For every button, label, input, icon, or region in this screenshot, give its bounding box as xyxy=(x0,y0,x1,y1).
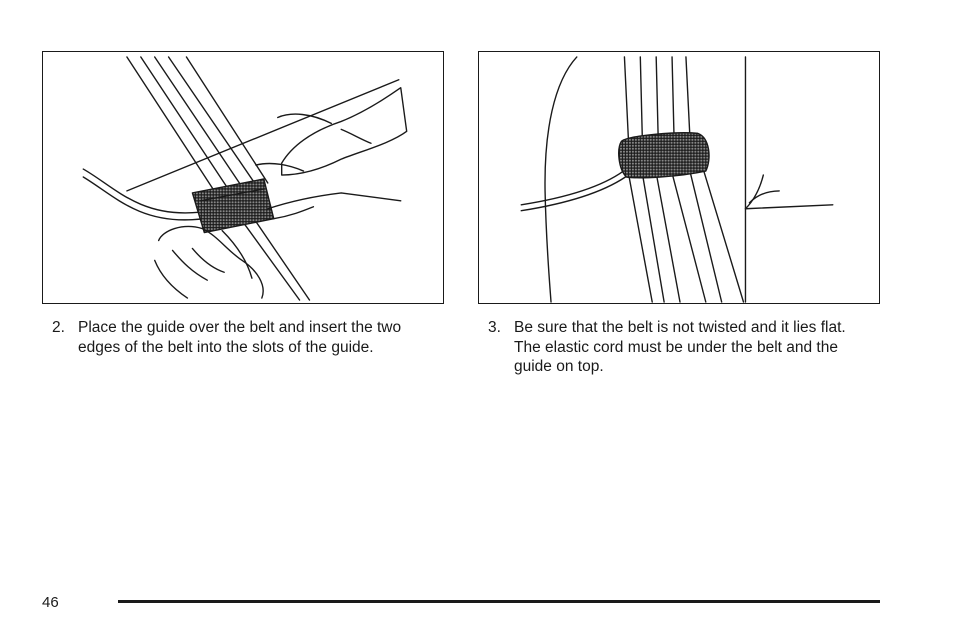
step-number: 2. xyxy=(52,319,65,336)
step-text: Be sure that the belt is not twisted and it lies flat. The elastic cord must be under the belt and the guide on top. xyxy=(514,319,846,375)
step-text: Place the guide over the belt and insert the two edges of the belt into the slots of the guide. xyxy=(78,319,402,356)
step-2-instruction xyxy=(52,318,432,357)
hands-placing-belt-guide-illustration xyxy=(43,52,443,303)
step-number: 3. xyxy=(488,319,501,336)
page-number: 46 xyxy=(42,594,59,611)
figure-step-3 xyxy=(478,51,880,304)
belt-guide-on-shoulder-belt-illustration xyxy=(479,52,879,303)
figure-step-2 xyxy=(42,51,444,304)
step-3-instruction xyxy=(488,318,868,377)
footer-rule xyxy=(118,600,880,603)
